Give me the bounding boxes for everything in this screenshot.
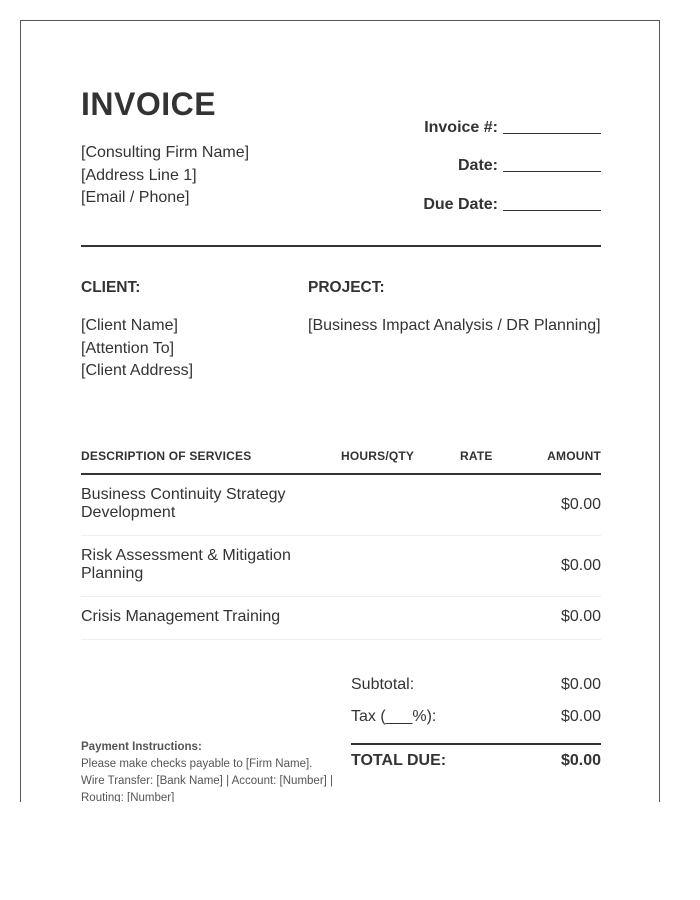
service-description-line: Development (81, 504, 176, 521)
total-divider (351, 743, 601, 745)
tax-label: Tax (___%): (351, 708, 437, 725)
service-description (81, 486, 321, 522)
service-description (81, 547, 321, 583)
invoice-page (20, 20, 660, 802)
project-label: PROJECT: (308, 279, 385, 296)
header-hours-qty: HOURS/QTY (341, 449, 415, 463)
firm-contact: [Email / Phone] (81, 189, 190, 206)
project-value: [Business Impact Analysis / DR Planning] (308, 317, 601, 334)
service-description-line: Planning (81, 565, 144, 582)
service-description-line: Crisis Management Training (81, 608, 281, 625)
tax-row (351, 708, 601, 728)
invoice-number-row (301, 98, 601, 137)
date-row (301, 137, 601, 176)
payment-line: Wire Transfer: [Bank Name] | Account: [Number] | (81, 775, 334, 787)
total-label: TOTAL DUE: (351, 752, 447, 769)
client-attention: [Attention To] (81, 339, 175, 357)
invoice-summary (351, 676, 601, 776)
firm-name: [Consulting Firm Name] (81, 144, 250, 161)
client-label: CLIENT: (81, 279, 141, 296)
payment-title: Payment Instructions: (81, 741, 202, 753)
firm-address: [Address Line 1] (81, 166, 197, 184)
header-rate: RATE (460, 449, 493, 463)
client-address: [Client Address] (81, 362, 194, 379)
invoice-title: INVOICE (81, 86, 217, 122)
subtotal-label: Subtotal: (351, 676, 415, 693)
due-date-blank (503, 196, 601, 211)
table-row (81, 475, 601, 536)
invoice-meta (301, 98, 601, 214)
client-details (81, 315, 193, 383)
payment-line: Routing: [Number] (81, 792, 175, 802)
header-description: DESCRIPTION OF SERVICES (81, 449, 252, 463)
services-table-header (81, 447, 601, 475)
subtotal-row (351, 676, 601, 696)
service-description-line: Business Continuity Strategy (81, 486, 286, 503)
due-date-label: Due Date: (423, 195, 498, 213)
service-amount: $0.00 (560, 557, 601, 574)
tax-value: $0.00 (560, 708, 601, 725)
date-label: Date: (457, 157, 498, 174)
payment-instructions (81, 739, 351, 802)
due-date-row (301, 175, 601, 214)
service-description (81, 608, 321, 626)
date-blank (503, 157, 601, 172)
total-row (351, 752, 601, 772)
subtotal-value: $0.00 (560, 676, 601, 693)
service-description-line: Risk Assessment & Mitigation (81, 547, 291, 564)
firm-details (81, 142, 249, 210)
header-amount: AMOUNT (547, 449, 601, 463)
table-row (81, 536, 601, 597)
table-row (81, 597, 601, 640)
service-amount: $0.00 (560, 608, 601, 625)
header-divider (81, 245, 601, 247)
invoice-number-blank (503, 119, 601, 134)
service-amount: $0.00 (560, 496, 601, 513)
invoice-number-label: Invoice #: (424, 118, 498, 136)
invoice-content (81, 21, 601, 802)
total-value: $0.00 (560, 752, 601, 769)
client-name: [Client Name] (81, 317, 178, 334)
payment-line: Please make checks payable to [Firm Name]. (81, 758, 313, 770)
